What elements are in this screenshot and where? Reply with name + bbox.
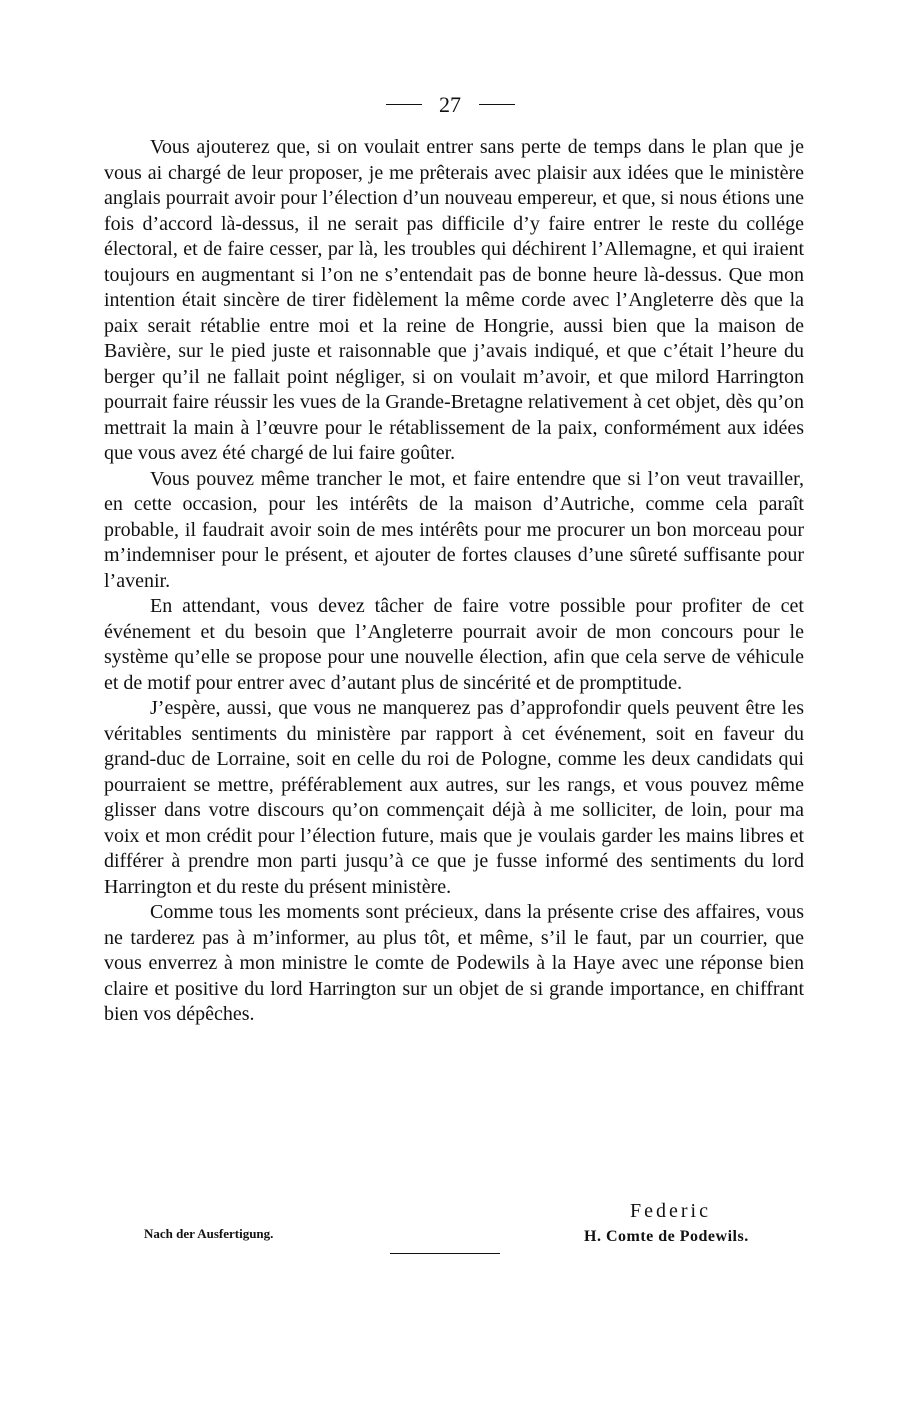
countersignature: H. Comte de Podewils. bbox=[584, 1228, 749, 1245]
paragraph: En attendant, vous devez tâcher de faire votre possible pour profiter de cet événement et du besoin que l’Angleterre pourrait avoir de mon concours pour le système qu’elle se propose pour une nouvelle élection, afin que cela serve de véhicule et de motif pour entrer avec d’autant plus de sincérité et de promptitude. bbox=[104, 595, 804, 694]
paragraph: Vous pouvez même trancher le mot, et faire entendre que si l’on veut travailler, en cette occasion, pour les intérêts de la maison d’Autriche, comme cela paraît probable, il faudrait avoir soin de mes intérêts pour me procurer un bon morceau pour m’indemniser pour le présent, et ajouter de fortes clauses d’une sûreté suffisante pour l’avenir. bbox=[104, 467, 804, 592]
end-rule bbox=[390, 1253, 500, 1254]
page-header bbox=[0, 88, 900, 120]
letter-body bbox=[104, 135, 804, 1028]
signature-block bbox=[0, 1198, 900, 1258]
page-number: 27 bbox=[439, 91, 461, 117]
header-rule-right bbox=[479, 104, 515, 105]
paragraph: Comme tous les moments sont précieux, dans la présente crise des affaires, vous ne tarderez pas à m’informer, au plus tôt, et même, s’il le faut, par un courrier, que vous enverrez à mon ministre le comte de Podewils à la Haye avec une réponse bien claire et positive du lord Harrington sur un objet de si grande importance, en chiffrant bien vos dépêches. bbox=[104, 901, 804, 1025]
paragraph: J’espère, aussi, que vous ne manquerez pas d’approfondir quels peuvent être les véritables sentiments du ministère par rapport à cet événement, soit en faveur du grand-duc de Lorraine, soit en celle du roi de Pologne, comme les deux candidats qui pourraient se mettre, préférablement aux autres, sur les rangs, et vous pouvez même glisser dans votre discours qu’on commençait déjà à me solliciter, de loin, pour ma voix et mon crédit pour l’élection future, mais que je voulais garder les mains libres et différer à prendre mon parti jusqu’à ce que je fusse informé des sentiments du lord Harrington et du reste du présent ministère. bbox=[104, 697, 804, 898]
header-rule-left bbox=[386, 104, 422, 105]
paragraph: Vous ajouterez que, si on voulait entrer sans perte de temps dans le plan que je vous ai chargé de leur proposer, je me prêterais avec plaisir aux idées que le ministère anglais pourrait avoir pour l’élection d’un nouveau empereur, et que, si nous étions une fois d’accord là-dessus, il ne serait pas difficile d’y faire entrer le reste du collége électoral, et de faire cesser, par là, les troubles qui déchirent l’Allemagne, et qui iraient toujours en augmentant si l’on ne s’entendait pas de bonne heure là-dessus. Que mon intention était sincère de tirer fidèlement la même corde avec l’Angleterre dès que la paix serait rétablie entre moi et la reine de Hongrie, aussi bien que la maison de Bavière, sur le pied juste et raisonnable que j’avais indiqué, et que c’était l’heure du berger qu’il ne fallait point négliger, si on voulait m’avoir, et que milord Harrington pourrait faire réussir les vues de la Grande-Bretagne relativement à cet objet, dès qu’on mettrait la main à l’œuvre pour le rétablissement de la paix, conformément aux idées que vous avez été chargé de lui faire goûter. bbox=[104, 136, 804, 464]
signature-name: Federic bbox=[630, 1200, 711, 1222]
source-note: Nach der Ausfertigung. bbox=[144, 1226, 274, 1241]
